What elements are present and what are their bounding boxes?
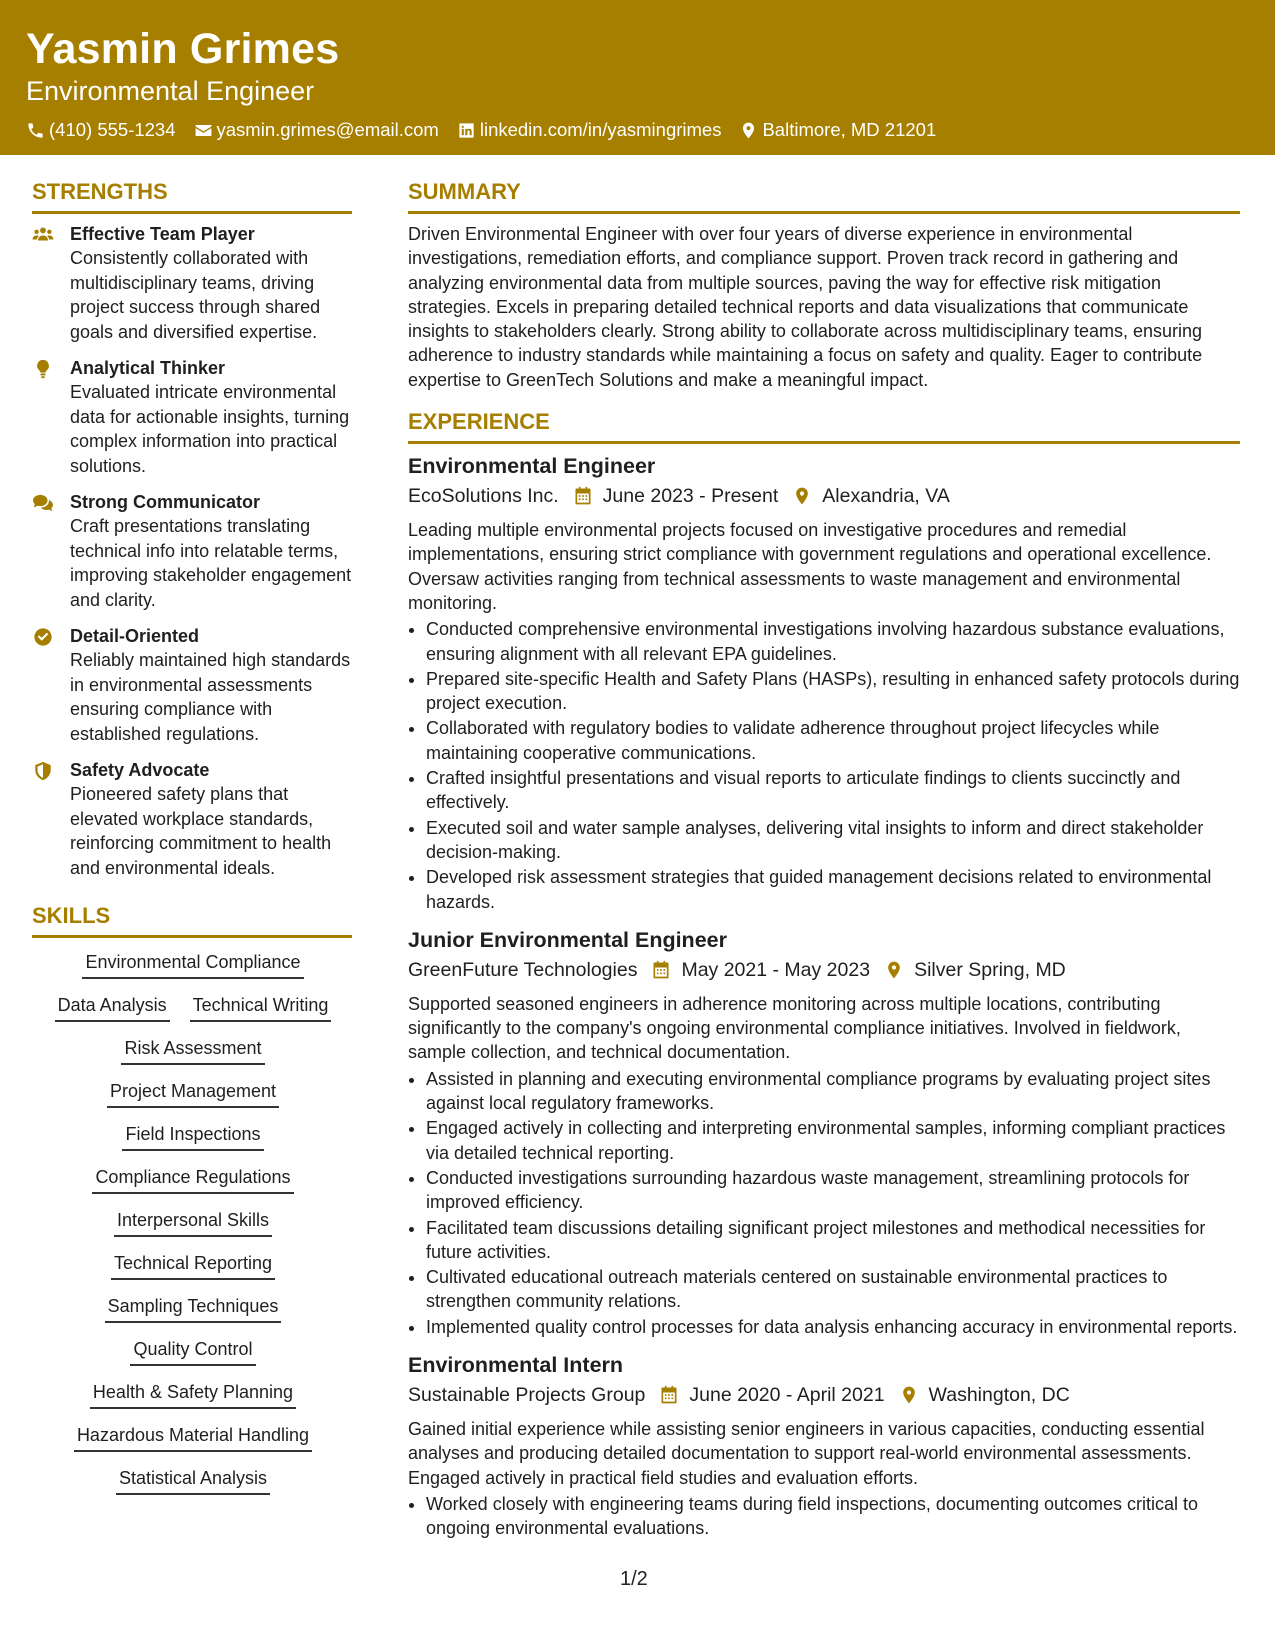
job-bullet: • Assisted in planning and executing environmental compliance programs by evaluating project sites against local regulatory frameworks. — [426, 1067, 1240, 1116]
linkedin-text: linkedin.com/in/yasmingrimes — [479, 119, 722, 140]
map-pin-icon — [899, 1385, 919, 1405]
calendar-icon — [573, 486, 593, 506]
check-circle-icon — [32, 627, 54, 647]
skill-tag: Risk Assessment — [121, 1036, 264, 1065]
comments-icon — [32, 493, 54, 513]
skill-tag: Project Management — [107, 1079, 279, 1108]
resume-header — [0, 0, 1275, 155]
skill-tag: Hazardous Material Handling — [74, 1423, 312, 1452]
strength-title: Safety Advocate — [70, 760, 210, 780]
strength-item — [32, 624, 352, 746]
skill-tag: Compliance Regulations — [92, 1165, 293, 1194]
team-icon — [32, 225, 54, 245]
job-bullet: • Implemented quality control processes for data analysis enhancing accuracy in environmental reports. — [426, 1315, 1240, 1339]
phone-text: (410) 555-1234 — [49, 119, 176, 140]
company-name: GreenFuture Technologies — [408, 958, 638, 981]
job-bullet: • Facilitated team discussions detailing significant project milestones and methodical necessities for future activities. — [426, 1216, 1240, 1265]
phone-icon — [26, 121, 45, 140]
job-location: Alexandria, VA — [822, 485, 950, 508]
job-bullet: • Conducted comprehensive environmental investigations involving hazardous substance evaluations, ensuring alignment with all relevant EPA guidelines. — [426, 617, 1240, 666]
skills-heading: SKILLS — [32, 902, 352, 938]
experience-entry — [408, 1351, 1240, 1540]
job-bullet: • Engaged actively in collecting and interpreting environmental samples, informing compliant practices via detailed technical reporting. — [426, 1116, 1240, 1165]
skill-tag: Sampling Techniques — [105, 1294, 282, 1323]
envelope-icon — [194, 121, 213, 140]
contact-linkedin[interactable] — [457, 118, 722, 142]
skill-tag: Health & Safety Planning — [90, 1380, 296, 1409]
map-pin-icon — [739, 121, 758, 140]
job-bullet: • Cultivated educational outreach materials centered on sustainable environmental practices to strengthen community relations. — [426, 1265, 1240, 1314]
strength-desc: Craft presentations translating technical info into relatable terms, improving stakeholder engagement and clarity. — [70, 516, 352, 610]
strength-item — [32, 758, 352, 880]
job-bullet: • Developed risk assessment strategies that guided management decisions related to environmental hazards. — [426, 865, 1240, 914]
strength-title: Analytical Thinker — [70, 358, 226, 378]
job-meta — [408, 482, 1240, 510]
skill-tag: Quality Control — [130, 1337, 255, 1366]
job-bullet: • Crafted insightful presentations and visual reports to articulate findings to clients succinctly and effectively. — [426, 766, 1240, 815]
calendar-icon — [651, 960, 671, 980]
job-location: Silver Spring, MD — [914, 958, 1066, 981]
calendar-icon — [659, 1385, 679, 1405]
job-title: Junior Environmental Engineer — [408, 927, 727, 952]
strength-title: Effective Team Player — [70, 224, 255, 244]
experience-entry — [408, 926, 1240, 1339]
job-bullet: • Conducted investigations surrounding hazardous waste management, streamlining protocols for improved efficiency. — [426, 1166, 1240, 1215]
skill-tag: Technical Writing — [190, 993, 332, 1022]
linkedin-icon — [457, 121, 476, 140]
location-text: Baltimore, MD 21201 — [762, 119, 937, 140]
experience-heading: EXPERIENCE — [408, 408, 1240, 444]
contact-phone[interactable] — [26, 118, 176, 142]
company-name: EcoSolutions Inc. — [408, 485, 559, 508]
job-title: Environmental Engineer — [408, 454, 656, 479]
map-pin-icon — [792, 486, 812, 506]
contact-location — [739, 118, 936, 142]
job-bullets — [408, 1067, 1240, 1339]
summary-heading: SUMMARY — [408, 178, 1240, 214]
job-title: Environmental Intern — [408, 1352, 624, 1377]
strength-title: Detail-Oriented — [70, 626, 200, 646]
job-bullets — [408, 1492, 1240, 1541]
skill-tag: Data Analysis — [55, 993, 170, 1022]
skills-list — [32, 950, 352, 1495]
company-name: Sustainable Projects Group — [408, 1383, 646, 1406]
job-meta — [408, 956, 1240, 984]
candidate-title: Environmental Engineer — [26, 76, 315, 106]
job-dates: June 2023 - Present — [602, 485, 779, 508]
experience-entry — [408, 452, 1240, 914]
job-dates: May 2021 - May 2023 — [681, 958, 871, 981]
map-pin-icon — [884, 960, 904, 980]
right-column — [408, 178, 1240, 1552]
contact-bar — [26, 118, 1249, 142]
strength-desc: Pioneered safety plans that elevated workplace standards, reinforcing commitment to health and environmental ideals. — [70, 784, 332, 878]
strength-title: Strong Communicator — [70, 492, 261, 512]
strength-item — [32, 356, 352, 478]
job-location: Washington, DC — [928, 1383, 1070, 1406]
page-number: 1/2 — [620, 1568, 648, 1590]
job-description: Supported seasoned engineers in adherence monitoring across multiple locations, contributing significantly to the company's ongoing environmental compliance initiatives. Involved in fieldwork, sample collection, and technical documentation. — [408, 993, 1181, 1063]
strength-item — [32, 490, 352, 612]
strength-item — [32, 222, 352, 344]
candidate-name: Yasmin Grimes — [26, 25, 340, 73]
lightbulb-icon — [32, 359, 54, 379]
shield-icon — [32, 761, 54, 781]
job-meta — [408, 1381, 1240, 1409]
job-bullet: • Prepared site-specific Health and Safety Plans (HASPs), resulting in enhanced safety protocols during project execution. — [426, 667, 1240, 716]
skill-tag: Environmental Compliance — [82, 950, 303, 979]
job-dates: June 2020 - April 2021 — [689, 1383, 885, 1406]
job-bullets — [408, 617, 1240, 914]
skill-tag: Field Inspections — [122, 1122, 263, 1151]
email-text: yasmin.grimes@email.com — [216, 119, 439, 140]
strength-desc: Consistently collaborated with multidisciplinary teams, driving project success through shared goals and diversified expertise. — [70, 248, 321, 342]
left-column — [32, 178, 352, 1495]
job-bullet: • Executed soil and water sample analyses, delivering vital insights to inform and direct stakeholder decision-making. — [426, 816, 1240, 865]
strength-desc: Evaluated intricate environmental data for actionable insights, turning complex information into practical solutions. — [70, 382, 350, 476]
skill-tag: Statistical Analysis — [116, 1466, 270, 1495]
strengths-heading: STRENGTHS — [32, 178, 352, 214]
strength-desc: Reliably maintained high standards in environmental assessments ensuring compliance with established regulations. — [70, 650, 351, 744]
summary-text: Driven Environmental Engineer with over four years of diverse experience in environmental investigations, remediation efforts, and compliance support. Proven track record in gathering and analyzing environmental data from multiple sources, paving the way for effective risk mitigation strategies. Excels in preparing detailed technical reports and data visualizations that communicate insights to stakeholders clearly. Strong ability to collaborate across multidisciplinary teams, ensuring adherence to industry standards while maintaining a focus on safety and quality. Eager to contribute expertise to GreenTech Solutions and make a meaningful impact. — [408, 224, 1203, 390]
job-description: Leading multiple environmental projects focused on investigative procedures and remedial implementations, ensuring strict compliance with government regulations and operational excellence. Oversaw activities ranging from technical assessments to waste management and environmental monitoring. — [408, 520, 1212, 613]
job-bullet: • Worked closely with engineering teams during field inspections, documenting outcomes critical to ongoing environmental evaluations. — [426, 1492, 1240, 1541]
job-bullet: • Collaborated with regulatory bodies to validate adherence throughout project lifecycles while maintaining cooperative communications. — [426, 716, 1240, 765]
contact-email[interactable] — [194, 118, 439, 142]
skill-tag: Interpersonal Skills — [114, 1208, 272, 1237]
job-description: Gained initial experience while assisting senior engineers in various capacities, conducting essential analyses and producing detailed documentation to support real-world environmental assessments. Engaged actively in practical field studies and evaluation efforts. — [408, 1418, 1205, 1488]
skill-tag: Technical Reporting — [111, 1251, 275, 1280]
